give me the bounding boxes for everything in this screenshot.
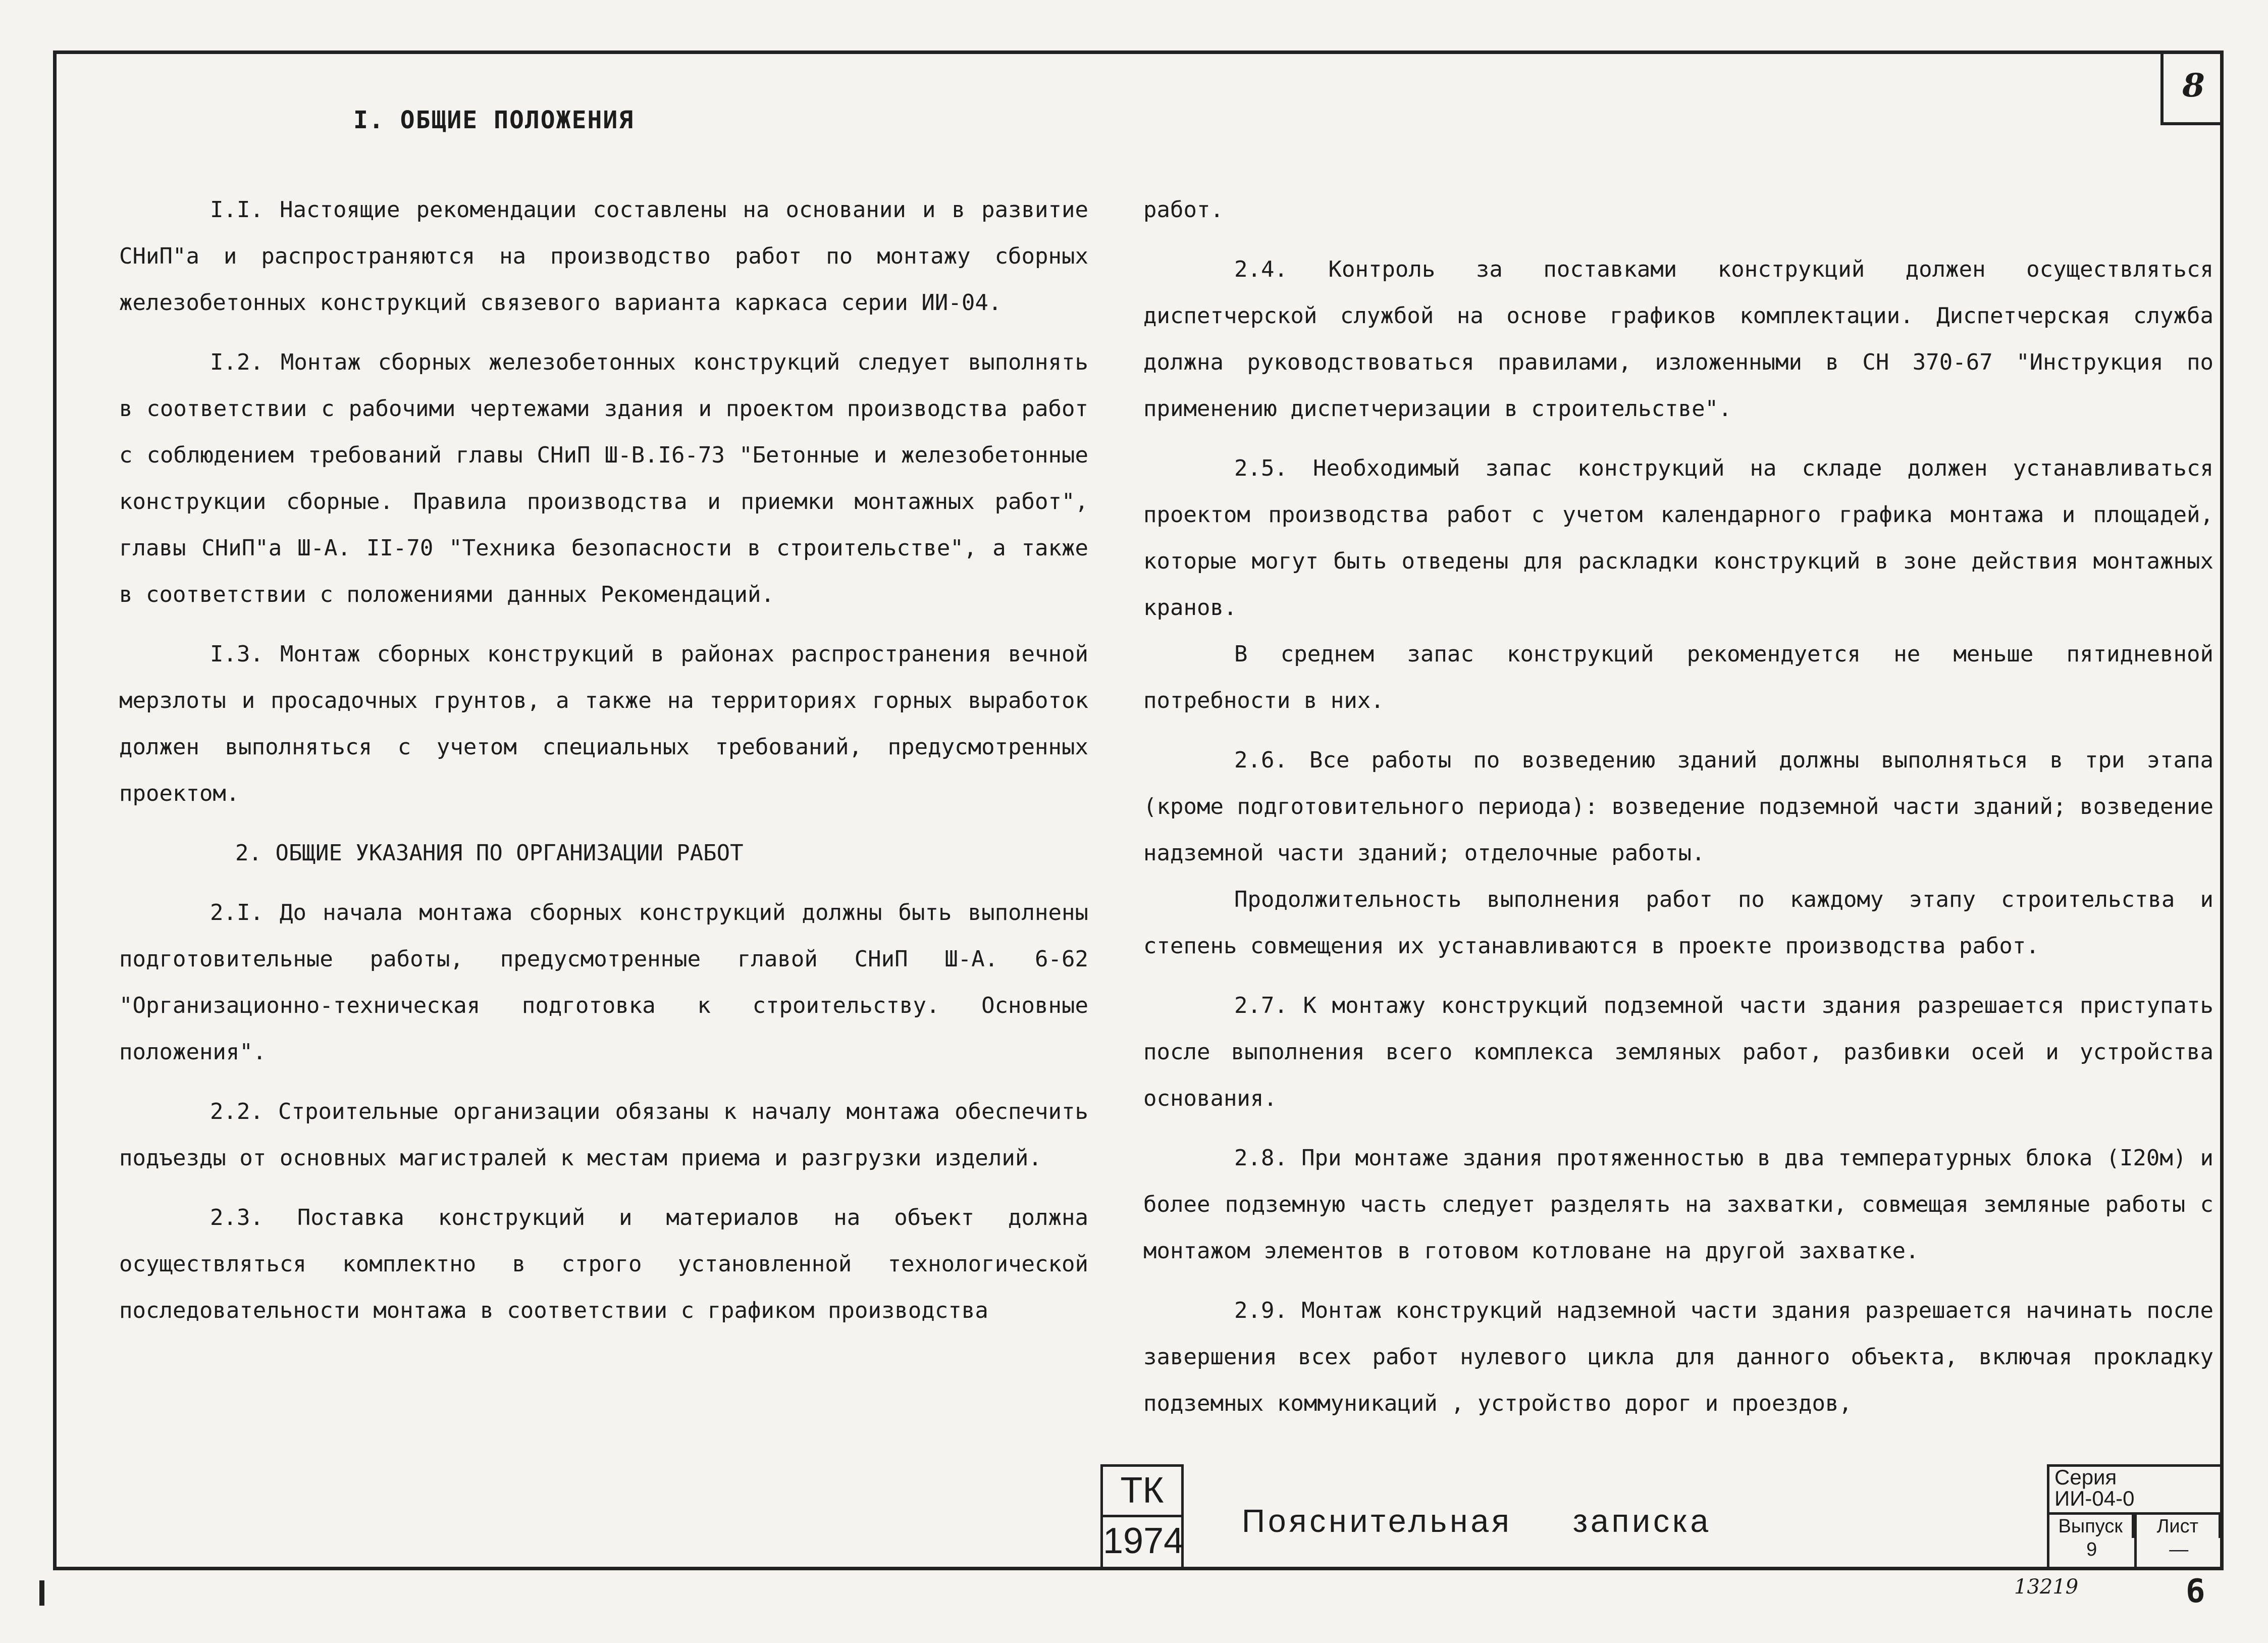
paragraph-1-2: I.2. Монтаж сборных железобетонных конструкций следует выполнять в соответствии с рабочими чертежами здания и проектом производства работ с соблюдением требований главы СНиП Ш-В.I6-73 "Бетонные и железобетонные конструкции сборные. Правила производства и приемки монтажных работ", главы СНиП"а Ш-А. II-70 "Техника безопасности в строительстве", а также в соответствии с положениями данных Рекомендаций. <box>119 349 1088 607</box>
title-block-year: 1974 <box>1103 1521 1184 1561</box>
paragraph-2-7: 2.7. К монтажу конструкций подземной части здания разрешается приступать после выполнения всего комплекса земляных работ, разбивки осей и устройства основания. <box>1143 993 2213 1111</box>
issue-label: Выпуск <box>2049 1515 2134 1538</box>
title-block-title <box>1242 1502 1772 1539</box>
paragraph-2-2: 2.2. Строительные организации обязаны к началу монтажа обеспечить подъезды от основных магистралей к местам приема и разгрузки изделий. <box>119 1099 1088 1171</box>
sheet-value: — <box>2169 1539 2189 1560</box>
inventory-number: 13219 <box>2014 1575 2079 1599</box>
paragraph-2-6-note: Продолжительность выполнения работ по каждому этапу строительства и степень совмещения их устанавливаются в проекте производства работ. <box>1143 887 2213 959</box>
paragraph-1-3: I.3. Монтаж сборных конструкций в районах распространения вечной мерзлоты и просадочных грунтов, а также на территориях горных выработок должен выполняться с учетом специальных требований, предусмотренных проектом. <box>119 641 1088 806</box>
title-word-2: записка <box>1572 1503 1712 1539</box>
title-block-series <box>2047 1464 2224 1570</box>
page-number: 8 <box>2160 50 2224 125</box>
binding-mark <box>39 1580 44 1606</box>
paragraph-2-1: 2.I. До начала монтажа сборных конструкций должны быть выполнены подготовительные работы, предусмотренные главой СНиП Ш-А. 6-62 "Организационно-техническая подготовка к строительству. Основные положения". <box>119 900 1088 1065</box>
series-cell <box>2049 1467 2221 1515</box>
paragraph-continued: работ. <box>1143 197 1224 223</box>
sheet-label: Лист <box>2137 1515 2222 1538</box>
issue-value: 9 <box>2086 1539 2097 1560</box>
section-2-heading: 2. ОБЩИЕ УКАЗАНИЯ ПО ОРГАНИЗАЦИИ РАБОТ <box>235 840 744 866</box>
sheet-cell <box>2137 1515 2222 1568</box>
issue-sheet-row <box>2049 1515 2221 1568</box>
section-1-heading: I. ОБЩИЕ ПОЛОЖЕНИЯ <box>353 106 635 134</box>
corner-number: 6 <box>2186 1573 2205 1610</box>
paragraph-2-4: 2.4. Контроль за поставками конструкций должен осуществляться диспетчерской службой на основе графиков комплектации. Диспетчерская служба должна руководствоваться правилами, изложенными в СН 370-67 "Инструкция по применению диспетчеризации в строительстве". <box>1143 256 2213 422</box>
paragraph-1-1: I.I. Настоящие рекомендации составлены на основании и в развитие СНиП"а и распространяются на производство работ по монтажу сборных железобетонных конструкций связевого варианта каркаса серии ИИ-04. <box>119 197 1088 316</box>
issue-cell <box>2049 1515 2137 1568</box>
paragraph-2-6: 2.6. Все работы по возведению зданий должны выполняться в три этапа (кроме подготовительного периода): возведение подземной части зданий; возведение надземной части зданий; отделочные работы. <box>1143 747 2213 866</box>
left-column <box>119 187 1088 1334</box>
series-label: Серия <box>2054 1465 2117 1489</box>
title-word-1: Пояснительная <box>1242 1503 1512 1539</box>
paragraph-2-5: 2.5. Необходимый запас конструкций на складе должен устанавливаться проектом производства работ с учетом календарного графика монтажа и площадей, которые могут быть отведены для раскладки конструкций в зоне действия монтажных кранов. <box>1143 455 2213 621</box>
paragraph-2-9: 2.9. Монтаж конструкций надземной части здания разрешается начинать после завершения всех работ нулевого цикла для данного объекта, включая прокладку подземных коммуникаций , устройство дорог и проездов, <box>1143 1298 2213 1416</box>
right-column <box>1143 187 2213 1427</box>
title-block-org-code: ТК <box>1103 1467 1181 1517</box>
series-value: ИИ-04-0 <box>2054 1486 2135 1510</box>
paragraph-2-3: 2.3. Поставка конструкций и материалов на объект должна осуществляться комплектно в строго установленной технологической последовательности монтажа в соответствии с графиком производства <box>119 1205 1088 1323</box>
paragraph-2-8: 2.8. При монтаже здания протяженностью в два температурных блока (I20м) и более подземную часть следует разделять на захватки, совмещая земляные работы с монтажом элементов в готовом котловане на другой захватке. <box>1143 1145 2213 1264</box>
paragraph-2-5-note: В среднем запас конструкций рекомендуется не меньше пятидневной потребности в них. <box>1143 641 2213 713</box>
title-block-org <box>1100 1464 1184 1570</box>
